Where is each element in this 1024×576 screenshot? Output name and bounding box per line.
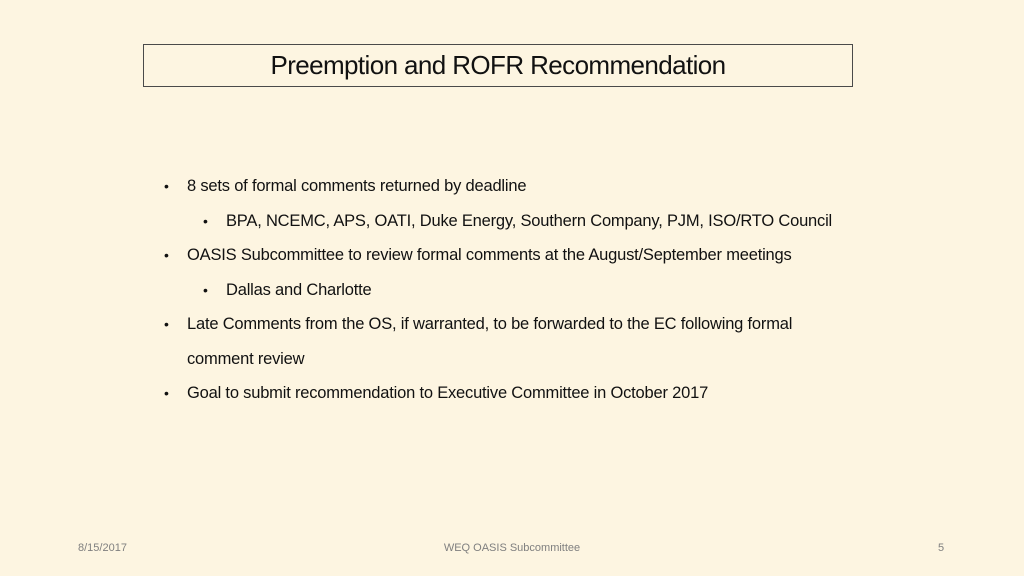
- bullet-text: OASIS Subcommittee to review formal comments at the August/September meetings: [187, 246, 792, 264]
- bullet-text: Dallas and Charlotte: [226, 281, 372, 299]
- footer-title: WEQ OASIS Subcommittee: [443, 542, 581, 554]
- page-number: 5: [938, 542, 945, 554]
- bullet-text: 8 sets of formal comments returned by deadline: [187, 177, 527, 195]
- footer-date: 8/15/2017: [78, 542, 127, 554]
- bullet-dot-icon: •: [164, 247, 169, 263]
- bullet-dot-icon: •: [203, 213, 208, 229]
- slide-title: Preemption and ROFR Recommendation: [270, 50, 726, 80]
- bullet-text: Late Comments from the OS, if warranted, to be forwarded to the EC following formal: [187, 315, 793, 333]
- bullet-dot-icon: •: [164, 316, 169, 332]
- bullet-dot-icon: •: [164, 178, 169, 194]
- title-box: [143, 44, 853, 87]
- bullet-text: Goal to submit recommendation to Executive Committee in October 2017: [187, 384, 709, 402]
- bullet-dot-icon: •: [203, 282, 208, 298]
- bullet-dot-icon: •: [164, 385, 169, 401]
- bullet-text: comment review: [187, 350, 305, 368]
- bullet-text: BPA, NCEMC, APS, OATI, Duke Energy, Southern Company, PJM, ISO/RTO Council: [226, 212, 833, 230]
